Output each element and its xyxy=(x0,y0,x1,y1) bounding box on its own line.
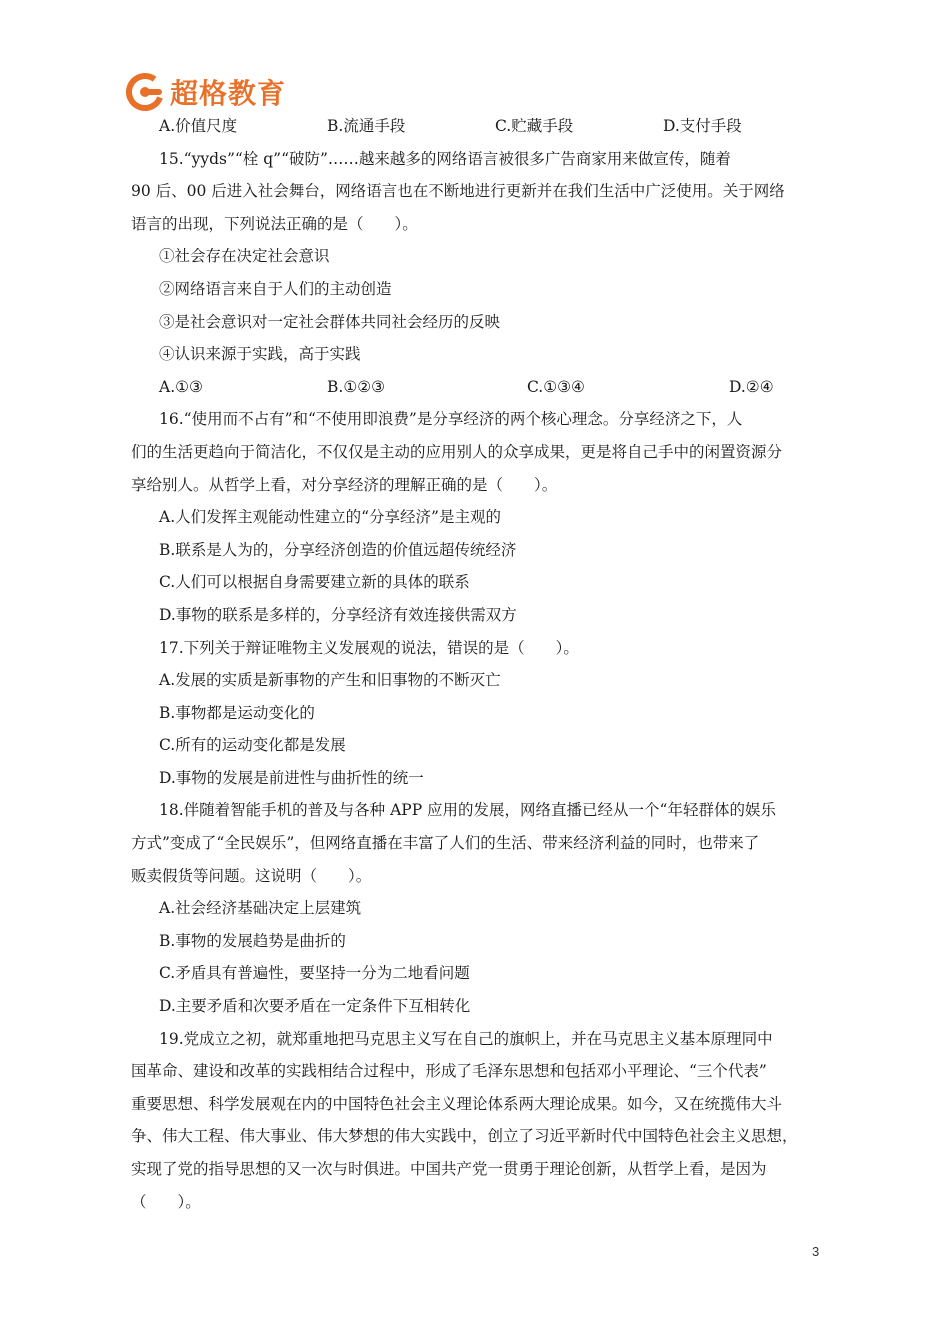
q14-options xyxy=(131,110,827,143)
q15-item-3: ③是社会意识对一定社会群体共同社会经历的反映 xyxy=(159,312,501,331)
q16-option-d: D.事物的联系是多样的，分享经济有效连接供需双方 xyxy=(159,605,517,624)
option-a: A.①③ xyxy=(159,377,203,396)
q18-stem-line-1: 18.伴随着智能手机的普及与各种 APP 应用的发展，网络直播已经从一个“年轻群体的娱乐 xyxy=(159,801,776,820)
q16-option-c: C.人们可以根据自身需要建立新的具体的联系 xyxy=(159,573,470,592)
q16-stem-line-2: 们的生活更趋向于简洁化，不仅仅是主动的应用别人的众享成果，更是将自己手中的闲置资源分 xyxy=(131,442,783,461)
option-b: B.①②③ xyxy=(327,377,386,396)
q17-option-a: A.发展的实质是新事物的产生和旧事物的不断灭亡 xyxy=(159,671,501,690)
brand-name: 超格教育 xyxy=(170,77,287,110)
q16-option-b: B.联系是人为的，分享经济创造的价值远超传统经济 xyxy=(159,540,517,559)
q19-stem-line-6: （ ）。 xyxy=(131,1192,201,1211)
q18-option-a: A.社会经济基础决定上层建筑 xyxy=(159,899,362,918)
page-number: 3 xyxy=(812,1244,820,1259)
option-b: B.流通手段 xyxy=(327,117,406,135)
q15-options xyxy=(131,371,827,404)
q17-option-d: D.事物的发展是前进性与曲折性的统一 xyxy=(159,768,424,787)
q18-option-b: B.事物的发展趋势是曲折的 xyxy=(159,931,346,950)
q15-item-1: ①社会存在决定社会意识 xyxy=(159,247,330,266)
option-d: D.支付手段 xyxy=(663,117,742,135)
q17-stem-line-1: 17.下列关于辩证唯物主义发展观的说法，错误的是（ ）。 xyxy=(159,638,579,657)
q16-stem-line-3: 享给别人。从哲学上看，对分享经济的理解正确的是（ ）。 xyxy=(131,475,558,494)
q19-stem-line-1: 19.党成立之初，就郑重地把马克思主义写在自己的旗帜上，并在马克思主义基本原理同中 xyxy=(159,1029,773,1048)
q17-option-c: C.所有的运动变化都是发展 xyxy=(159,736,346,755)
q19-stem-line-5: 实现了党的指导思想的又一次与时俱进。中国共产党一贯勇于理论创新，从哲学上看，是因为 xyxy=(131,1160,767,1178)
q18-option-c: C.矛盾具有普遍性，要坚持一分为二地看问题 xyxy=(159,964,470,983)
option-a: A.价值尺度 xyxy=(159,117,238,135)
q15-stem-line-3: 语言的出现，下列说法正确的是（ ）。 xyxy=(131,214,418,233)
q15-stem-line-1: 15.“yyds”“栓 q”“破防”……越来越多的网络语言被很多广告商家用来做宣传，随着 xyxy=(159,149,731,168)
q19-stem-line-2: 国革命、建设和改革的实践相结合过程中，形成了毛泽东思想和包括邓小平理论、“三个代表” xyxy=(131,1062,767,1081)
q16-stem-line-1: 16.“使用而不占有”和“不使用即浪费”是分享经济的两个核心理念。分享经济之下，人 xyxy=(159,410,743,429)
q15-item-2: ②网络语言来自于人们的主动创造 xyxy=(159,279,392,298)
q18-option-d: D.主要矛盾和次要矛盾在一定条件下互相转化 xyxy=(159,997,471,1016)
q18-stem-line-2: 方式”变成了“全民娱乐”，但网络直播在丰富了人们的生活、带来经济利益的同时，也带来了 xyxy=(131,834,760,853)
q19-stem-line-4: 争、伟大工程、伟大事业、伟大梦想的伟大实践中，创立了习近平新时代中国特色社会主义思想， xyxy=(131,1127,798,1146)
q16-option-a: A.人们发挥主观能动性建立的“分享经济”是主观的 xyxy=(159,508,501,527)
g-swirl-logo-icon xyxy=(124,71,166,113)
option-c: C.①③④ xyxy=(527,377,585,396)
brand-logo xyxy=(124,70,286,114)
q18-stem-line-3: 贩卖假货等问题。这说明（ ）。 xyxy=(131,866,372,885)
q19-stem-line-3: 重要思想、科学发展观在内的中国特色社会主义理论体系两大理论成果。如今，又在统揽伟大斗 xyxy=(131,1094,783,1113)
q17-option-b: B.事物都是运动变化的 xyxy=(159,703,315,722)
option-d: D.②④ xyxy=(729,377,774,396)
q15-item-4: ④认识来源于实践，高于实践 xyxy=(159,345,361,364)
option-c: C.贮藏手段 xyxy=(495,117,574,135)
q15-stem-line-2: 90 后、00 后进入社会舞台，网络语言也在不断地进行更新并在我们生活中广泛使用。关于网络 xyxy=(131,182,785,201)
document-body xyxy=(131,110,827,1218)
